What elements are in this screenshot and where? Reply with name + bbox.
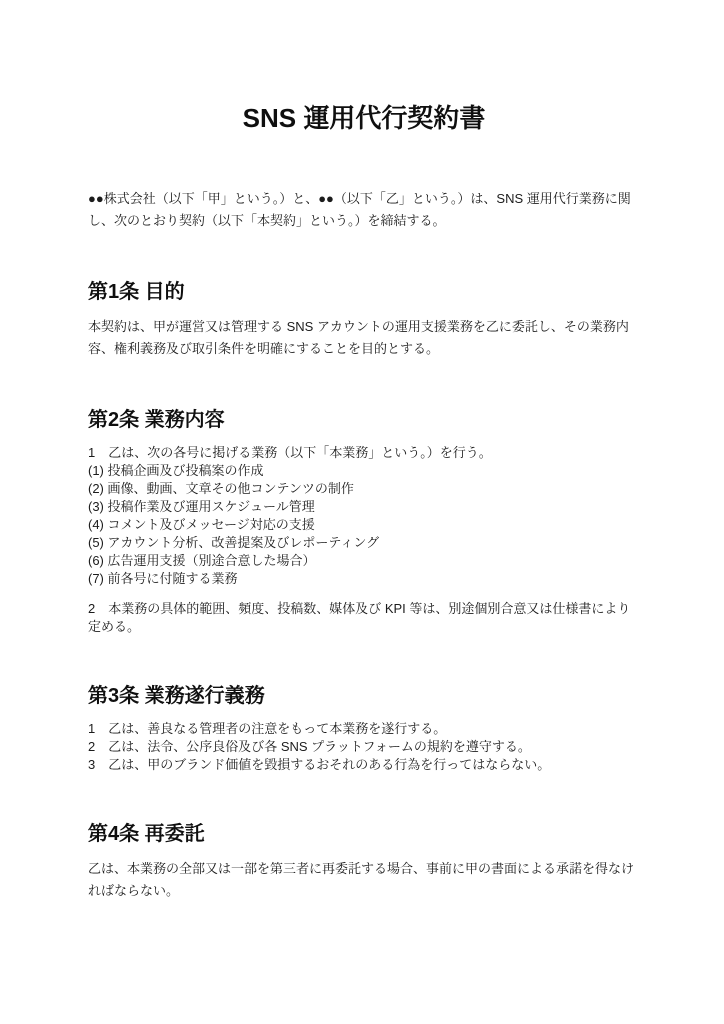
article-4-subcontracting: [88, 820, 640, 902]
article-3-clause-1: 1 乙は、善良なる管理者の注意をもって本業務を遂行する。: [88, 721, 447, 736]
article-3-clause-3: 3 乙は、甲のブランド価値を毀損するおそれのある行為を行ってはならない。: [88, 757, 551, 772]
article-2-item-6: (6) 広告運用支援（別途合意した場合）: [88, 553, 316, 568]
article-2-item-7: (7) 前各号に付随する業務: [88, 571, 238, 586]
article-2-clause-1: 1 乙は、次の各号に掲げる業務（以下「本業務」という。）を行う。: [88, 445, 492, 460]
article-4-body: 乙は、本業務の全部又は一部を第三者に再委託する場合、事前に甲の書面による承諾を得なければならない。: [88, 861, 635, 898]
article-2-scope-of-services: [88, 406, 640, 636]
article-2-item-list: [88, 462, 640, 588]
article-1-heading: 第1条 目的: [88, 281, 185, 303]
article-2-item-4: (4) コメント及びメッセージ対応の支援: [88, 517, 315, 532]
article-2-clause-2: 2 本業務の具体的範囲、頻度、投稿数、媒体及び KPI 等は、別途個別合意又は仕様書により定める。: [88, 601, 631, 634]
article-1-purpose: [88, 278, 640, 360]
article-2-item-1: (1) 投稿企画及び投稿案の作成: [88, 463, 264, 478]
article-2-item-3: (3) 投稿作業及び運用スケジュール管理: [88, 499, 315, 514]
document-title: SNS 運用代行契約書: [242, 103, 486, 133]
article-2-item-5: (5) アカウント分析、改善提案及びレポーティング: [88, 535, 380, 550]
article-4-heading: 第4条 再委託: [88, 823, 205, 845]
article-2-item-2: (2) 画像、動画、文章その他コンテンツの制作: [88, 481, 354, 496]
article-3-clause-2: 2 乙は、法令、公序良俗及び各 SNS プラットフォームの規約を遵守する。: [88, 739, 531, 754]
article-2-heading: 第2条 業務内容: [88, 409, 225, 431]
article-3-duty-of-care: [88, 682, 640, 774]
article-3-item-list: [88, 720, 640, 774]
article-3-heading: 第3条 業務遂行義務: [88, 685, 265, 707]
article-1-body: 本契約は、甲が運営又は管理する SNS アカウントの運用支援業務を乙に委託し、その業務内容、権利義務及び取引条件を明確にすることを目的とする。: [88, 319, 629, 356]
preamble-paragraph: ●●株式会社（以下「甲」という。）と、●●（以下「乙」という。）は、SNS 運用代行業務に関し、次のとおり契約（以下「本契約」という。）を締結する。: [88, 191, 631, 228]
